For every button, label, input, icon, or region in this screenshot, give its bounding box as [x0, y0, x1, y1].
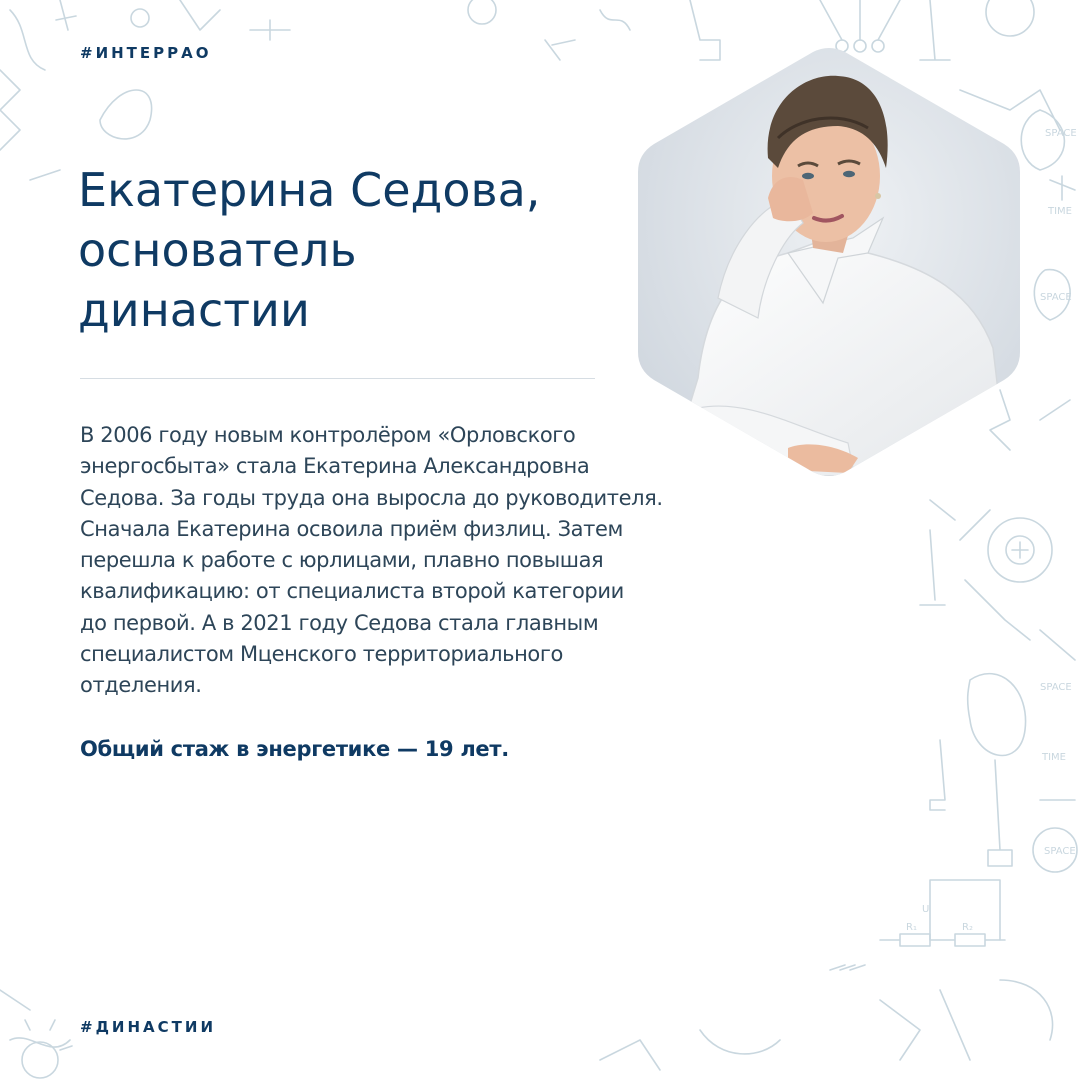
hexagon-portrait-frame: [638, 48, 1020, 476]
doodle-loop: [100, 90, 152, 139]
experience-highlight: Общий стаж в энергетике — 19 лет.: [80, 737, 509, 761]
doodle-bulb-stem: [56, 0, 76, 30]
svg-text:SPACE: SPACE: [1040, 682, 1072, 693]
doodle-zigzag: [180, 0, 220, 30]
title-line: Екатерина Седова,: [78, 163, 541, 217]
doodle-sun: [22, 1042, 58, 1078]
svg-text:U: U: [922, 904, 930, 915]
svg-text:TIME: TIME: [1042, 752, 1067, 763]
body-line: энергосбыта» стала Екатерина Александровна: [80, 454, 590, 479]
body-line: отделения.: [80, 673, 202, 698]
body-line: перешла к работе с юрлицами, плавно повышая: [80, 548, 604, 573]
body-line: Сначала Екатерина освоила приём физлиц. Затем: [80, 516, 623, 541]
svg-text:SPACE: SPACE: [1045, 128, 1077, 139]
hashtag-dinastii: #ДИНАСТИИ: [80, 1018, 216, 1036]
doodle-curve: [10, 10, 45, 70]
body-line: Седова. За годы труда она выросла до руководителя.: [80, 485, 663, 510]
doodle-pendulums: [820, 0, 900, 40]
doodle-circuit: [930, 880, 1000, 940]
title-divider: [80, 378, 595, 379]
svg-text:R₂: R₂: [962, 922, 973, 933]
portrait-photo: [638, 48, 1020, 476]
doodle-plus: [250, 20, 290, 40]
doodle-oval: [968, 674, 1026, 756]
body-line: квалификацию: от специалиста второй категории: [80, 579, 624, 604]
doodle-big-circle: [988, 518, 1052, 582]
biography-paragraph: [80, 420, 740, 702]
doodle-spring: [0, 70, 20, 150]
body-line: до первой. А в 2021 году Седова стала главным: [80, 610, 599, 635]
page-title: [78, 160, 598, 340]
doodle-circle: [131, 9, 149, 27]
title-line: основатель: [78, 223, 357, 277]
svg-text:SPACE: SPACE: [1044, 846, 1076, 857]
doodle-atom: [986, 0, 1034, 36]
svg-text:R₁: R₁: [906, 922, 917, 933]
title-line: династии: [78, 283, 310, 337]
doodle-weight: [988, 760, 1012, 866]
doodle-wave: [600, 10, 630, 30]
body-line: специалистом Мценского территориального: [80, 642, 563, 667]
svg-text:SPACE: SPACE: [1040, 292, 1072, 303]
hashtag-interrao: #ИНТЕРРАО: [80, 44, 212, 62]
svg-text:TIME: TIME: [1048, 206, 1073, 217]
doodle-arrow: [545, 40, 575, 60]
doodle-ball: [468, 0, 496, 24]
body-line: В 2006 году новым контролёром «Орловского: [80, 423, 576, 447]
doodle-bulb: [1021, 110, 1064, 170]
